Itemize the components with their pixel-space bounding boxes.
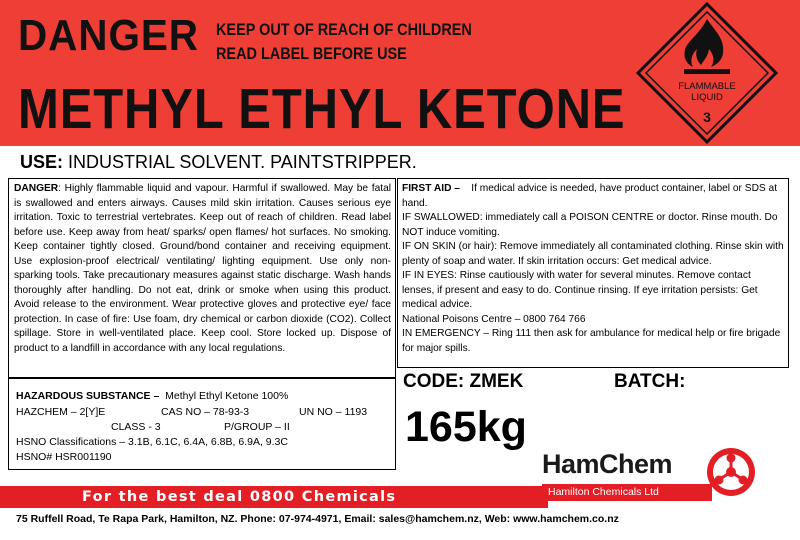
substance-title-row [16, 390, 288, 403]
symbol-text-flammable: FLAMMABLE [678, 81, 736, 92]
use-line [20, 151, 417, 173]
first-aid-label: FIRST AID – [402, 183, 460, 194]
first-aid-skin: IF ON SKIN (or hair): Remove immediately all contaminated clothing. Rinse skin with plenty of soap and water. If skin irritation occurs: Get medical advice. [402, 241, 784, 267]
warning-line-read-label: READ LABEL BEFORE USE [216, 44, 407, 63]
use-text: INDUSTRIAL SOLVENT. PAINTSTRIPPER. [68, 152, 417, 172]
hazard-statement-box [8, 178, 396, 378]
header-banner [0, 0, 800, 146]
dangerous-goods-class: CLASS - 3 [111, 421, 161, 433]
hsno-number: HSNO# HSR001190 [16, 451, 112, 463]
substance-name: Methyl Ethyl Ketone 100% [165, 390, 289, 402]
first-aid-poisons-centre: National Poisons Centre – 0800 764 766 [402, 313, 586, 325]
hazard-statement [14, 182, 391, 356]
un-number: UN NO – 1193 [299, 406, 368, 418]
packing-group: P/GROUP – II [224, 421, 290, 433]
hazard-statement-text: : Highly flammable liquid and vapour. Harmful if swallowed. May be fatal is swallowed and enters airways. Causes mild skin irritation. Causes serious eye irritation. Toxic to terrestrial vertebrates. Keep out of reach of children. Read label before use. Keep away from heat/ sparks/ open flames/ hot surfaces. No smoking. Keep container tightly closed. Ground/bond container and receiving equipment. Use explosion-proof electrical/ ventilating/ lighting equipment. Use only non-sparking tools. Take precautionary measures against static discharge. Wash hands thoroughly after handling. Do not eat, drink or smoke when using this product. Avoid release to the environment. Wear protective gloves and protective eye/ face protection. In case of fire: Use foam, dry chemical or carbon dioxide (CO2). Collect spillage. Store in well-ventilated place. Keep cool. Store locked up. Dispose of product to a landfill in accordance with any local regulations. [14, 183, 391, 354]
molecule-icon [704, 442, 756, 498]
first-aid-eyes: IF IN EYES: Rinse cautiously with water for several minutes. Remove contact lenses, if present and easy to do. Continue rinsing. If eye irritation persists: Get medical advice. [402, 270, 758, 310]
use-label: USE: [20, 152, 64, 172]
first-aid-content [402, 182, 785, 356]
footer-contact: 75 Ruffell Road, Te Rapa Park, Hamilton, NZ. Phone: 07-974-4971, Email: sales@hamchem.nz, Web: www.hamchem.co.nz [16, 513, 619, 525]
hamchem-logo [542, 442, 754, 508]
hazard-statement-label: DANGER [14, 183, 59, 194]
product-code: CODE: ZMEK [403, 371, 524, 392]
first-aid-swallowed: IF SWALLOWED: immediately call a POISON CENTRE or doctor. Rinse mouth. Do NOT induce vomiting. [402, 212, 778, 238]
first-aid-box [397, 178, 789, 368]
hazardous-substance-box [8, 378, 396, 470]
warning-line-children: KEEP OUT OF REACH OF CHILDREN [216, 20, 472, 39]
slogan-text: For the best deal 0800 Chemicals [82, 489, 397, 505]
brand-name: HamChem [542, 449, 673, 479]
brand-tagline: Hamilton Chemicals Ltd [542, 484, 712, 501]
symbol-class-number: 3 [703, 109, 711, 125]
batch-label: BATCH: [614, 371, 686, 392]
hazchem-code: HAZCHEM – 2[Y]E [16, 406, 106, 418]
cas-number: CAS NO – 78-93-3 [161, 406, 250, 418]
substance-title: HAZARDOUS SUBSTANCE – [16, 390, 160, 402]
hsno-classifications: HSNO Classifications – 3.1B, 6.1C, 6.4A, 6.8B, 6.9A, 9.3C [16, 436, 288, 448]
symbol-text-liquid: LIQUID [691, 92, 723, 103]
flammable-liquid-symbol [635, 1, 779, 145]
product-name: METHYL ETHYL KETONE [18, 77, 626, 141]
first-aid-emergency: IN EMERGENCY – Ring 111 then ask for ambulance for medical help or fire brigade for major spills. [402, 328, 781, 354]
net-weight: 165kg [405, 403, 527, 451]
first-aid-intro: If medical advice is needed, have product container, label or SDS at hand. [402, 183, 778, 209]
slogan-bar [0, 486, 548, 508]
danger-heading: DANGER [18, 11, 199, 60]
